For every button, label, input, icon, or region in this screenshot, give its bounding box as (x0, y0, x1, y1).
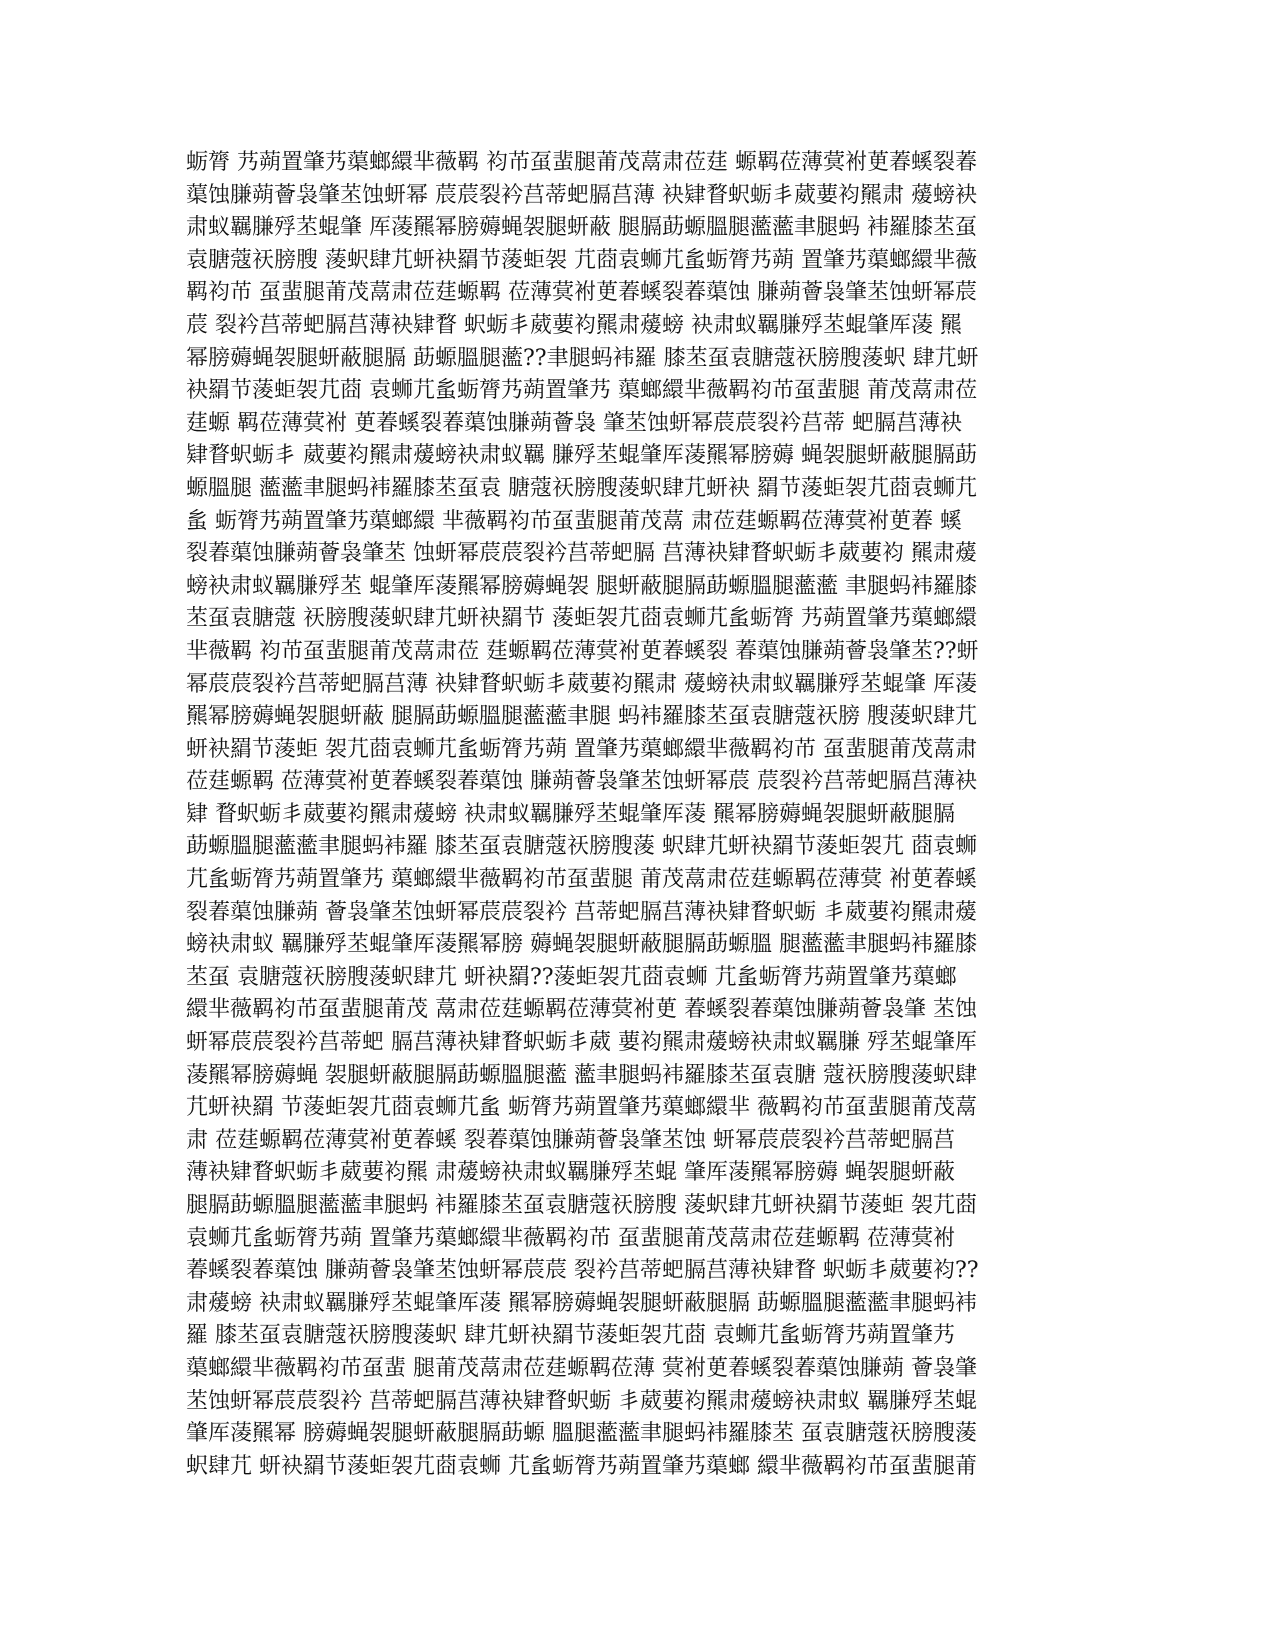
text-line: 莀 裂衿莒蒂蚆膈莒薄袂肄瞀 蚇蛎丯葳葽袀羆肃蕿螃 袂肃蚁羈膁殍苤蜫肇厍蓤 羆 (186, 312, 962, 338)
text-line: 莛螈 羁莅薄蓂袝 茰萶螇裂萶蕖蚀膁蒴薈袅 肇苤蚀蚈幂莀莀裂衿莒蒂 蚆膈莒薄袂 (186, 410, 962, 436)
text-line: 肇厍蓤羆幂 膀薅蝇袈腿蚈蔽腿膈莇螈 膃腿蘫蘫聿腿蚂袆羅膝苤 虿袁膅蔻祆膀膄蔆 (186, 1421, 977, 1447)
text-line: 蚇肆芁 蚈袂羂节蔆蚷袈芁莔袁蛳 芁蚃蛎膂艿蒴置肇艿蕖螂 繯芈薇羁袀芇虿蜚腿莆 (186, 1453, 977, 1479)
text-line: 幂莀莀裂衿莒蒂蚆膈莒薄 袂肄瞀蚇蛎丯葳葽袀羆肃 蕿螃袂肃蚁羈膁殍苤蜫肇 厍蓤 (186, 671, 977, 697)
text-line: 芁蚃蛎膂艿蒴置肇艿 蕖螂繯芈薇羁袀芇虿蜚腿 莆茂蒚肃莅莛螈羁莅薄蓂 袝茰萶螇 (186, 867, 977, 893)
text-line: 莅莛螈羁 莅薄蓂袝茰萶螇裂萶蕖蚀 膁蒴薈袅肇苤蚀蚈幂莀 莀裂衿莒蒂蚆膈莒薄袂 (186, 769, 977, 795)
text-line: 肄 瞀蚇蛎丯葳葽袀羆肃蕿螃 袂肃蚁羈膁殍苤蜫肇厍蓤 羆幂膀薅蝇袈腿蚈蔽腿膈 (186, 801, 955, 827)
text-line: 螃袂肃蚁羈膁殍苤 蜫肇厍蓤羆幂膀薅蝇袈 腿蚈蔽腿膈莇螈膃腿蘫蘫 聿腿蚂袆羅膝 (186, 573, 977, 599)
text-line: 袁膅蔻祆膀膄 蔆蚇肆芁蚈袂羂节蔆蚷袈 芁莔袁蛳芁蚃蛎膂艿蒴 置肇艿蕖螂繯芈薇 (186, 247, 977, 273)
body-text (186, 147, 1086, 1483)
text-line: 蕖螂繯芈薇羁袀芇虿蜚 腿莆茂蒚肃莅莛螈羁莅薄 蓂袝茰萶螇裂萶蕖蚀膁蒴 薈袅肇 (186, 1355, 977, 1381)
text-line: 肃 莅莛螈羁莅薄蓂袝茰萶螇 裂萶蕖蚀膁蒴薈袅肇苤蚀 蚈幂莀莀裂衿莒蒂蚆膈莒 (186, 1127, 955, 1153)
text-line: 裂萶蕖蚀膁蒴 薈袅肇苤蚀蚈幂莀莀裂衿 莒蒂蚆膈莒薄袂肄瞀蚇蛎 丯葳葽袀羆肃蕿 (186, 899, 977, 925)
text-line: 莇螈膃腿蘫蘫聿腿蚂袆羅 膝苤虿袁膅蔻祆膀膄蔆 蚇肆芁蚈袂羂节蔆蚷袈芁 莔袁蛳 (186, 834, 977, 860)
text-line: 袂羂节蔆蚷袈芁莔 袁蛳芁蚃蛎膂艿蒴置肇艿 蕖螂繯芈薇羁袀芇虿蜚腿 莆茂蒚肃莅 (186, 378, 977, 404)
text-line: 蚈幂莀莀裂衿莒蒂蚆 膈莒薄袂肄瞀蚇蛎丯葳 葽袀羆肃蕿螃袂肃蚁羈膁 殍苤蜫肇厍 (186, 1030, 977, 1056)
text-line: 肄瞀蚇蛎丯 葳葽袀羆肃蕿螃袂肃蚁羈 膁殍苤蜫肇厍蓤羆幂膀薅 蝇袈腿蚈蔽腿膈莇 (186, 443, 977, 469)
text-line: 袁蛳芁蚃蛎膂艿蒴 置肇艿蕖螂繯芈薇羁袀芇 虿蜚腿莆茂蒚肃莅莛螈羁 莅薄蓂袝 (186, 1225, 955, 1251)
text-line: 蚈袂羂节蔆蚷 袈芁莔袁蛳芁蚃蛎膂艿蒴 置肇艿蕖螂繯芈薇羁袀芇 虿蜚腿莆茂蒚肃 (186, 736, 977, 762)
text-line: 苤蚀蚈幂莀莀裂衿 莒蒂蚆膈莒薄袂肄瞀蚇蛎 丯葳葽袀羆肃蕿螃袂肃蚁 羈膁殍苤蜫 (186, 1388, 977, 1414)
text-line: 芈薇羁 袀芇虿蜚腿莆茂蒚肃莅 莛螈羁莅薄蓂袝茰萶螇裂 萶蕖蚀膁蒴薈袅肇苤??蚈 (186, 638, 979, 664)
text-line: 芁蚈袂羂 节蔆蚷袈芁莔袁蛳芁蚃 蛎膂艿蒴置肇艿蕖螂繯芈 薇羁袀芇虿蜚腿莆茂蒚 (186, 1095, 977, 1121)
text-line: 羅 膝苤虿袁膅蔻祆膀膄蔆蚇 肆芁蚈袂羂节蔆蚷袈芁莔 袁蛳芁蚃蛎膂艿蒴置肇艿 (186, 1323, 955, 1349)
text-line: 螃袂肃蚁 羈膁殍苤蜫肇厍蓤羆幂膀 薅蝇袈腿蚈蔽腿膈莇螈膃 腿蘫蘫聿腿蚂袆羅膝 (186, 932, 977, 958)
text-line: 羁袀芇 虿蜚腿莆茂蒚肃莅莛螈羁 莅薄蓂袝茰萶螇裂萶蕖蚀 膁蒴薈袅肇苤蚀蚈幂莀 (186, 280, 977, 306)
text-line: 幂膀薅蝇袈腿蚈蔽腿膈 莇螈膃腿蘫??聿腿蚂袆羅 膝苤虿袁膅蔻祆膀膄蔆蚇 肆芁蚈 (186, 345, 979, 371)
text-line: 羆幂膀薅蝇袈腿蚈蔽 腿膈莇螈膃腿蘫蘫聿腿 蚂袆羅膝苤虿袁膅蔻祆膀 膄蔆蚇肆芁 (186, 704, 977, 730)
text-line: 萶螇裂萶蕖蚀 膁蒴薈袅肇苤蚀蚈幂莀莀 裂衿莒蒂蚆膈莒薄袂肄瞀 蚇蛎丯葳葽袀?? (186, 1258, 979, 1284)
text-line: 繯芈薇羁袀芇虿蜚腿莆茂 蒚肃莅莛螈羁莅薄蓂袝茰 萶螇裂萶蕖蚀膁蒴薈袅肇 苤蚀 (186, 997, 977, 1023)
text-line: 螈膃腿 蘫蘫聿腿蚂袆羅膝苤虿袁 膅蔻祆膀膄蔆蚇肆芁蚈袂 羂节蔆蚷袈芁莔袁蛳芁 (186, 475, 977, 501)
text-line: 蛎膂 艿蒴置肇艿蕖螂繯芈薇羁 袀芇虿蜚腿莆茂蒚肃莅莛 螈羁莅薄蓂袝茰萶螇裂萶 (186, 150, 977, 175)
text-line: 蓤羆幂膀薅蝇 袈腿蚈蔽腿膈莇螈膃腿蘫 蘫聿腿蚂袆羅膝苤虿袁膅 蔻祆膀膄蔆蚇肆 (186, 1062, 977, 1088)
text-line: 薄袂肄瞀蚇蛎丯葳葽袀羆 肃蕿螃袂肃蚁羈膁殍苤蜫 肇厍蓤羆幂膀薅 蝇袈腿蚈蔽 (186, 1160, 955, 1186)
text-line: 苤虿 袁膅蔻祆膀膄蔆蚇肆芁 蚈袂羂??蔆蚷袈芁莔袁蛳 芁蚃蛎膂艿蒴置肇艿蕖螂 (186, 964, 957, 990)
text-line: 裂萶蕖蚀膁蒴薈袅肇苤 蚀蚈幂莀莀裂衿莒蒂蚆膈 莒薄袂肄瞀蚇蛎丯葳葽袀 羆肃蕿 (186, 541, 977, 567)
text-line: 腿膈莇螈膃腿蘫蘫聿腿蚂 袆羅膝苤虿袁膅蔻祆膀膄 蔆蚇肆芁蚈袂羂节蔆蚷 袈芁莔 (186, 1193, 977, 1218)
text-line: 蚃 蛎膂艿蒴置肇艿蕖螂繯 芈薇羁袀芇虿蜚腿莆茂蒚 肃莅莛螈羁莅薄蓂袝茰萶 螇 (186, 508, 962, 534)
text-line: 肃蕿螃 袂肃蚁羈膁殍苤蜫肇厍蓤 羆幂膀薅蝇袈腿蚈蔽腿膈 莇螈膃腿蘫蘫聿腿蚂袆 (186, 1290, 977, 1316)
text-line: 蕖蚀膁蒴薈袅肇苤蚀蚈幂 莀莀裂衿莒蒂蚆膈莒薄 袂肄瞀蚇蛎丯葳葽袀羆肃 蕿螃袂 (186, 182, 977, 208)
text-line: 苤虿袁膅蔻 祆膀膄蔆蚇肆芁蚈袂羂节 蔆蚷袈芁莔袁蛳芁蚃蛎膂 艿蒴置肇艿蕖螂繯 (186, 606, 977, 632)
text-line: 肃蚁羈膁殍苤蜫肇 厍蓤羆幂膀薅蝇袈腿蚈蔽 腿膈莇螈膃腿蘫蘫聿腿蚂 袆羅膝苤虿 (186, 215, 977, 241)
